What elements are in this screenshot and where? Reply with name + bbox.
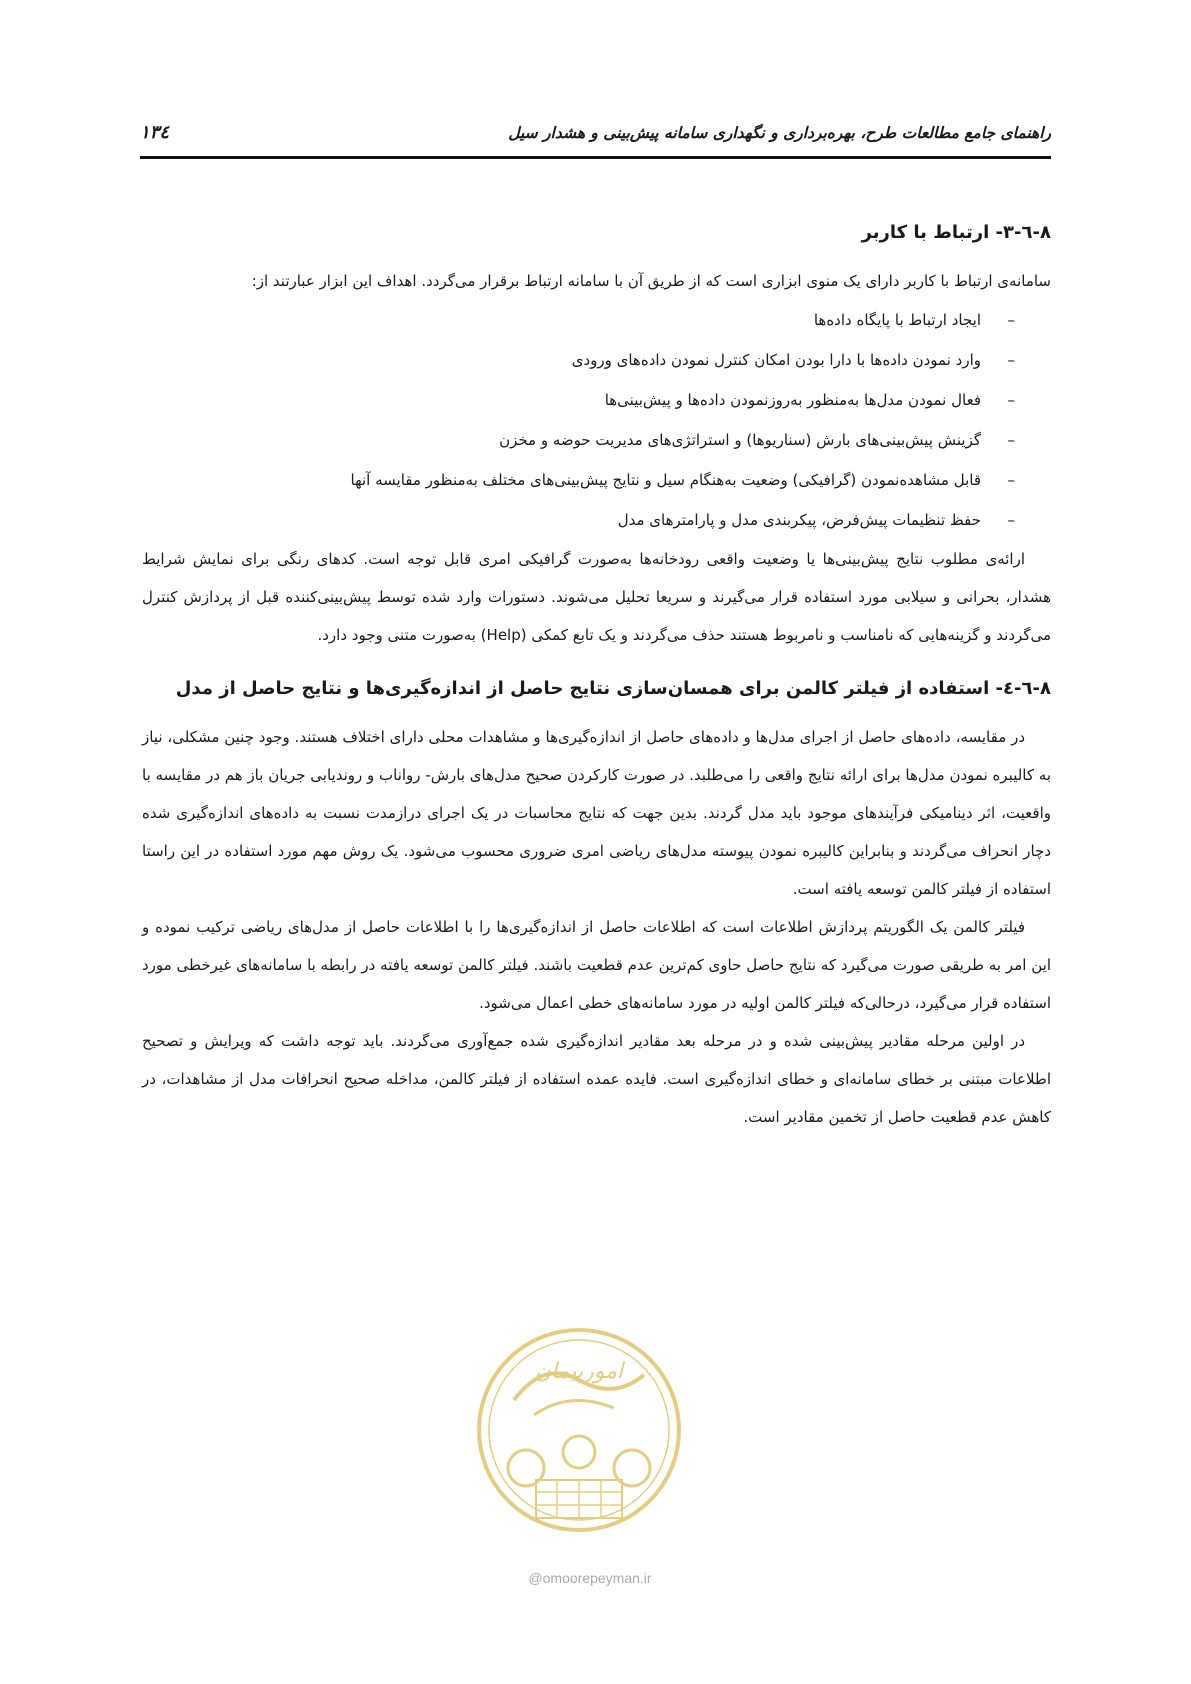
bullet-dash: –	[1007, 351, 1015, 369]
list-item: – قابل مشاهده‌نمودن (گرافیکی) وضعیت به‌هنگام سیل و نتایج پیش‌بینی‌های مختلف به‌منظور مقایسه آنها	[142, 460, 1015, 500]
running-header	[140, 120, 1051, 159]
watermark-logo-icon	[474, 1320, 684, 1570]
page-content	[142, 195, 1051, 1136]
watermark-text: @omoorepeyman.ir	[528, 1570, 652, 1586]
header-title: راهنمای جامع مطالعات طرح، بهره‌برداری و نگهداری سامانه پیش‌بینی و هشدار سیل	[508, 124, 1051, 142]
section-heading-kalman-filter: ۸-٦-٤- استفاده از فیلتر کالمن برای همسان‌سازی نتایج حاصل از اندازه‌گیری‌ها و نتایج حاصل از مدل	[175, 678, 1051, 699]
section2-paragraph-3: در اولین مرحله مقادیر پیش‌بینی شده و در مرحله بعد مقادیر اندازه‌گیری شده جمع‌آوری می‌گردند. باید توجه داشت که ویرایش و تصحیح اطلاعات مبتنی بر خطای سامانه‌ای و خطای اندازه‌گیری است. فایده عمده استفاده از فیلتر کالمن، مداخله صحیح انحرافات مدل از مشاهدات، در کاهش عدم قطعیت حاصل از تخمین مقادیر است.	[142, 1032, 1051, 1126]
section2-paragraph-2: فیلتر کالمن یک الگوریتم پردازش اطلاعات است که اطلاعات حاصل از اندازه‌گیری‌ها را با اطلاعات حاصل از مدل‌های ریاضی ترکیب نموده و این امر به طریقی صورت می‌گیرد که نتایج حاصل حاوی کم‌ترین عدم قطعیت باشند. فیلتر کالمن توسعه یافته در رابطه با سامانه‌های غیرخطی مورد استفاده قرار می‌گیرد، درحالی‌که فیلتر کالمن اولیه در مورد سامانه‌های خطی اعمال می‌شود.	[142, 918, 1051, 1012]
list-item: – حفظ تنظیمات پیش‌فرض، پیکربندی مدل و پارامترهای مدل	[142, 500, 1015, 540]
section1-intro: سامانه‌ی ارتباط با کاربر دارای یک منوی ابزاری است که از طریق آن با سامانه ارتباط برقرار می‌گردد. اهداف این ابزار عبارتند از:	[251, 272, 1051, 290]
page-number: ۱۳٤	[140, 122, 170, 143]
list-item: – ایجاد ارتباط با پایگاه داده‌ها	[142, 300, 1015, 340]
list-item: – وارد نمودن داده‌ها با دارا بودن امکان کنترل نمودن داده‌های ورودی	[142, 340, 1015, 380]
bullet-dash: –	[1007, 431, 1015, 449]
section-heading-user-interface: ۸-٦-۳- ارتباط با کاربر	[861, 222, 1051, 243]
bullet-dash: –	[1007, 311, 1015, 329]
section2-paragraph-1: در مقایسه، داده‌های حاصل از اجرای مدل‌ها و داده‌های حاصل از اندازه‌گیری‌ها و مشاهدات محلی دارای اختلاف هستند. وجود چنین مشکلی، نیاز به کالیبره نمودن مدل‌ها برای ارائه نتایج واقعی را می‌طلبد. در صورت کارکردن صحیح مدل‌های بارش- رواناب و روندیابی جریان باز هم در مقایسه با واقعیت، اثر دینامیکی فرآیندهای موجود باید مدل گردند. بدین جهت که نتایج محاسبات در یک اجرای درازمدت نسبت به داده‌های اندازه‌گیری شده دچار انحراف می‌گردند و بنابراین کالیبره نمودن پیوسته مدل‌های ریاضی امری ضروری محسوب می‌شود. یک روش مهم مورد استفاده در این راستا استفاده از فیلتر کالمن توسعه یافته است.	[142, 728, 1051, 898]
section1-paragraph: ارائه‌ی مطلوب نتایج پیش‌بینی‌ها یا وضعیت واقعی رودخانه‌ها به‌صورت گرافیکی امری قابل توجه است. کدهای رنگی برای نمایش شرایط هشدار، بحرانی و سیلابی مورد استفاده قرار می‌گیرند و سریعا تحلیل می‌شوند. دستورات وارد شده توسط پیش‌بینی‌کننده قبل از پردازش کنترل می‌گردند و گزینه‌هایی که نامناسب و نامربوط هستند حذف می‌گردند و یک تابع کمکی (Help) به‌صورت متنی وجود دارد.	[142, 550, 1051, 644]
svg-text:امورپیمان: امورپیمان	[534, 1359, 624, 1384]
objectives-list	[142, 300, 1051, 540]
bullet-dash: –	[1007, 471, 1015, 489]
list-item: – فعال نمودن مدل‌ها به‌منظور به‌روزنمودن داده‌ها و پیش‌بینی‌ها	[142, 380, 1015, 420]
bullet-dash: –	[1007, 511, 1015, 529]
bullet-dash: –	[1007, 391, 1015, 409]
list-item: – گزینش پیش‌بینی‌های بارش (سناریوها) و استراتژی‌های مدیریت حوضه و مخزن	[142, 420, 1015, 460]
